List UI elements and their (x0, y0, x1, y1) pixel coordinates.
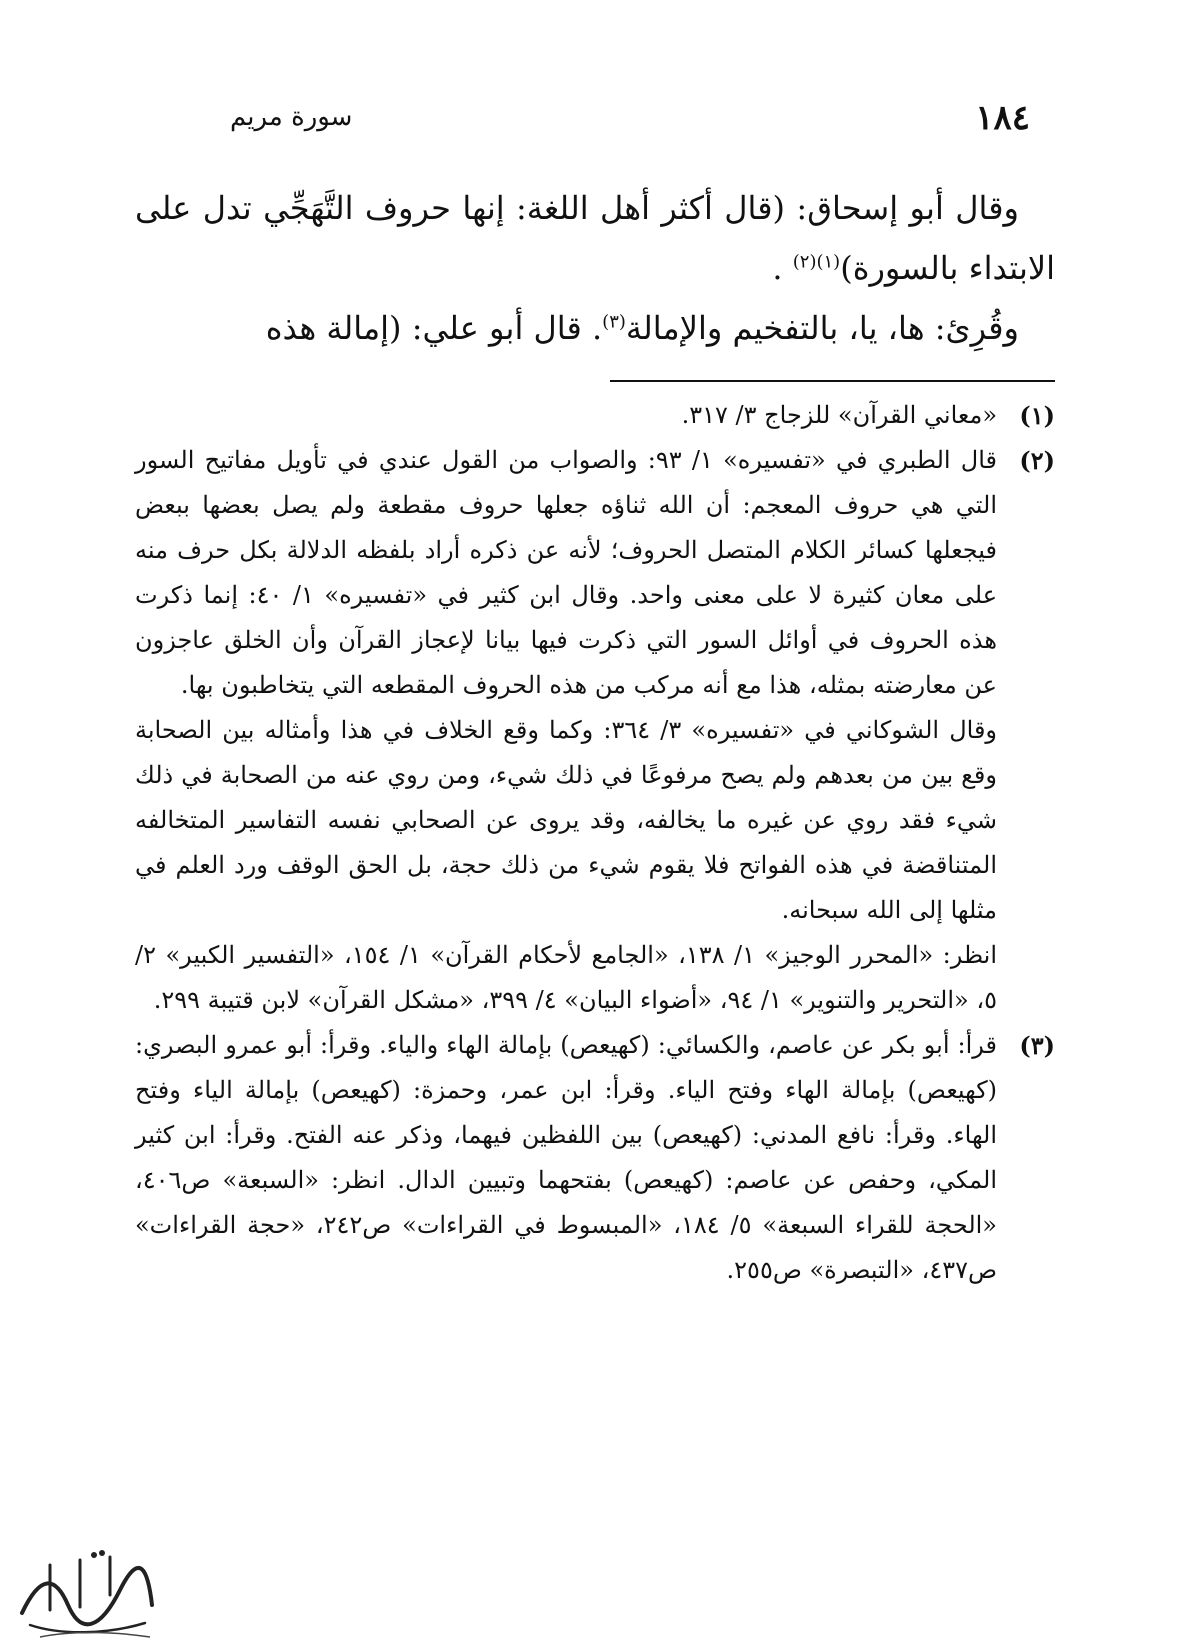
footnote-text: انظر: «المحرر الوجيز» ١/ ١٣٨، «الجامع لأحكام القرآن» ١/ ١٥٤، «التفسير الكبير» ٢/ ٥، «التحرير والتنوير» ١/ ٩٤، «أضواء البيان» ٤/ ٣٩٩، «مشكل القرآن» لابن قتيبة ٢٩٩. (135, 941, 998, 1014)
footnote-3 (135, 1023, 1055, 1293)
footnote-ref-3: (٣) (602, 311, 626, 333)
footnote-separator (610, 380, 1055, 382)
footnote-1 (135, 393, 1055, 438)
page-header (230, 98, 1030, 148)
library-stamp-logo (10, 1535, 160, 1645)
main-paragraph-1-end: . (772, 249, 793, 287)
running-title: سورة مريم (230, 102, 353, 132)
footnote-text: قرأ: أبو بكر عن عاصم، والكسائي: (كهيعص) بإمالة الهاء والياء. وقرأ: أبو عمرو البصري: (كهيعص) بإمالة الهاء وفتح الياء. وقرأ: ابن عمر، وحمزة: (كهيعص) بإمالة الياء وفتح الهاء. وقرأ: نافع المدني: (كهيعص) بين اللفظين فيهما، وذكر عنه الفتح. وقرأ: ابن كثير المكي، وحفص عن عاصم: (كهيعص) بفتحهما وتبيين الدال. انظر: «السبعة» ص٤٠٦، «الحجة للقراء السبعة» ٥/ ١٨٤، «المبسوط في القراءات» ص٢٤٢، «حجة القراءات» ص٤٣٧، «التبصرة» ص٢٥٥. (135, 1031, 997, 1284)
main-paragraph-2 (135, 298, 1055, 358)
footnote-marker: (٢) (1019, 446, 1055, 475)
main-paragraph-2-text: وقُرِئ: ها، يا، بالتفخيم والإمالة (625, 309, 1019, 347)
main-paragraph-1-text: وقال أبو إسحاق: (قال أكثر أهل اللغة: إنها حروف التَّهَجِّي تدل على الابتداء بالسورة) (135, 189, 1055, 287)
page-number: ١٨٤ (975, 98, 1030, 138)
footnote-marker: (٣) (1019, 1031, 1055, 1060)
footnote-text: «معاني القرآن» للزجاج ٣/ ٣١٧. (681, 401, 997, 429)
footnote-marker: (١) (1019, 401, 1055, 430)
footnote-ref-1-2: (١)(٢) (792, 251, 841, 273)
footnote-text: وقال الشوكاني في «تفسيره» ٣/ ٣٦٤: وكما وقع الخلاف في هذا وأمثاله بين الصحابة وقع بين من بعدهم ولم يصح مرفوعًا في ذلك شيء، ومن روي عنه من الصحابة في ذلك شيء فقد روي عن غيره ما يخالفه، وقد يروى عن الصحابي نفسه التفاسير المتخالفه المتناقضة في هذه الفواتح فلا يقوم شيء من ذلك حجة، بل الحق الوقف ورد العلم في مثلها إلى الله سبحانه. (135, 716, 998, 924)
footnote-text: قال الطبري في «تفسيره» ١/ ٩٣: والصواب من القول عندي في تأويل مفاتيح السور التي هي حروف المعجم: أن الله ثناؤه جعلها حروف مقطعة ولم يصل بعضها ببعض فيجعلها كسائر الكلام المتصل الحروف؛ لأنه عن ذكره أراد بلفظه الدلالة بكل حرف منه على معان كثيرة لا على معنى واحد. وقال ابن كثير في «تفسيره» ١/ ٤٠: إنما ذكرت هذه الحروف في أوائل السور التي ذكرت فيها بيانا لإعجاز القرآن وأن الخلق عاجزون عن معارضته بمثله، هذا مع أنه مركب من هذه الحروف المقطعه التي يتخاطبون بها. (135, 446, 998, 699)
main-paragraph-2-end: . قال أبو علي: (إمالة هذه (265, 309, 603, 347)
footnote-2 (135, 438, 1055, 1023)
main-text (135, 178, 1055, 358)
footnotes (135, 393, 1055, 1293)
main-paragraph-1 (135, 178, 1055, 298)
